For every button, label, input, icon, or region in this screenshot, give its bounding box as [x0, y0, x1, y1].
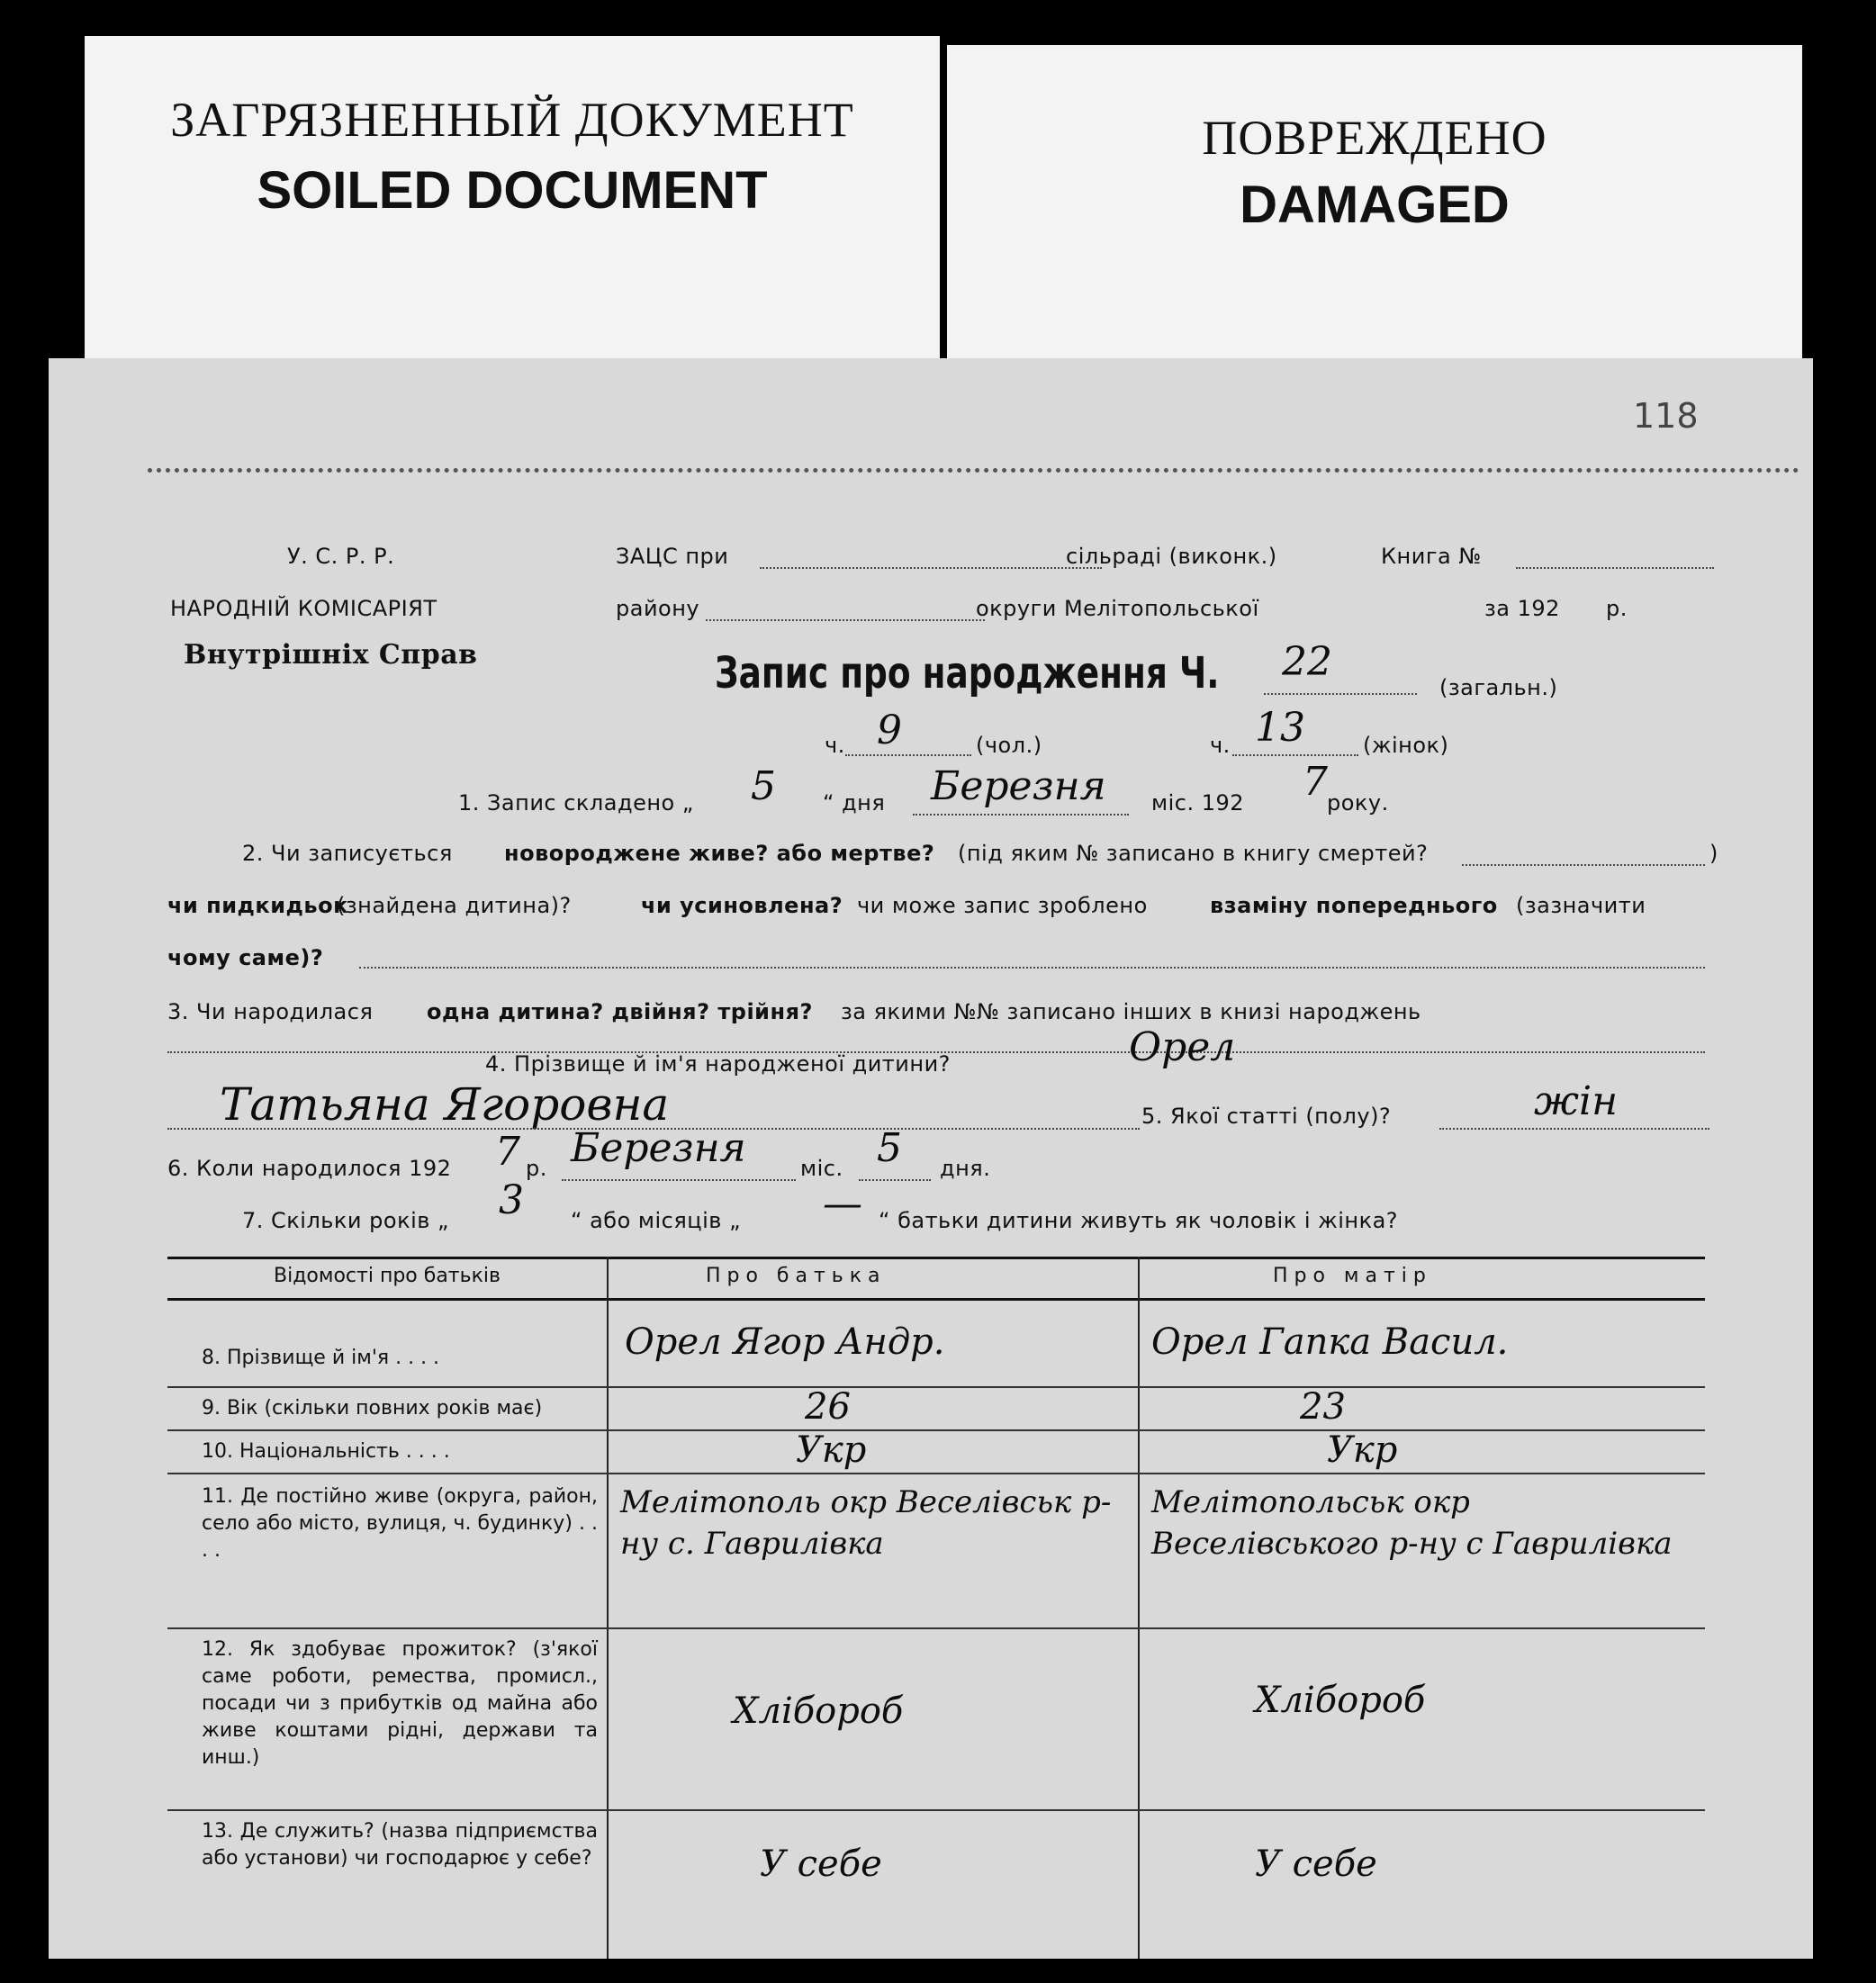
zags-label: ЗАЦС при [616, 544, 729, 569]
female-number-field [1232, 754, 1358, 756]
q7-pre: 7. Скільки років „ [242, 1208, 449, 1233]
row-12-label: 12. Як здобуває прожиток? (з'якої саме роботи, ремества, промисл., посади чи з прибутків од майна або живе коштами рідні, держави та инш.) [202, 1638, 598, 1769]
usrr-heading: У. С. Р. Р. [287, 544, 395, 569]
q6-year-digit: 7 [495, 1129, 520, 1175]
year-suffix: р. [1606, 596, 1628, 621]
general-number: 22 [1282, 639, 1332, 685]
table-col-divider-2 [1138, 1257, 1140, 1959]
q4-name: Татьяна Ягоровна [220, 1078, 670, 1131]
q1-day: 5 [751, 763, 776, 809]
row-8-label: 8. Прізвище й ім'я . . . . [202, 1347, 440, 1369]
q7-mid: “ або місяців „ [571, 1208, 741, 1233]
q5-field [1439, 1128, 1709, 1130]
row-12-father: Хлібороб [733, 1690, 904, 1732]
row-11-label: 11. Де постійно живе (округа, район, село або місто, вулиця, ч. будинку) . . . . [202, 1485, 598, 1562]
male-number-field [845, 754, 971, 756]
soiled-label-en: SOILED DOCUMENT [257, 161, 768, 220]
q5-label: 5. Якої статті (полу)? [1141, 1104, 1392, 1129]
q4-label: 4. Прізвище й ім'я народженої дитини? [485, 1051, 951, 1077]
table-col-divider-1 [607, 1257, 609, 1959]
row-10-father: Укр [796, 1429, 867, 1471]
q2-line2-bold3: взаміну попереднього [1210, 893, 1498, 918]
header-info: Відомості про батьків [274, 1265, 501, 1287]
q3-post: за якими №№ записано інших в книзі народжень [841, 999, 1421, 1024]
female-ch-label: ч. [1210, 733, 1231, 758]
row-divider [167, 1429, 1705, 1431]
zags-field [760, 567, 1102, 569]
male-number: 9 [877, 708, 902, 753]
row-9-mother: 23 [1300, 1386, 1346, 1428]
book-label: Книга № [1381, 544, 1482, 569]
row-13-label: 13. Де служить? (назва підприємства або установи) чи господарює у себе? [202, 1820, 598, 1870]
q2-close-paren: ) [1709, 841, 1718, 866]
internal-affairs-heading: Внутрішніх Справ [184, 639, 478, 671]
book-field [1516, 567, 1714, 569]
row-13-father: У себе [760, 1843, 882, 1885]
district-label: району [616, 596, 700, 621]
q3-bold: одна дитина? двійня? трійня? [427, 999, 813, 1024]
q6-month: Березня [571, 1125, 746, 1171]
q2-line1-pre: 2. Чи записується [242, 841, 453, 866]
archive-number: 118 [1633, 396, 1699, 436]
q7-months: — [823, 1181, 862, 1227]
row-10-label: 10. Національність . . . . [202, 1440, 450, 1463]
perforation-line [148, 468, 1799, 473]
row-9-label: 9. Вік (скільки повних років має) [202, 1397, 543, 1420]
general-label: (загальн.) [1439, 675, 1558, 700]
village-council-label: сільраді (виконк.) [1066, 544, 1277, 569]
q1-month: Березня [931, 763, 1106, 809]
header-mother: П р о м а т і р [1273, 1265, 1426, 1287]
q2-reason-field [359, 967, 1705, 969]
q2-line2-bold2: чи усиновлена? [641, 893, 843, 918]
q2-line2-bold1: чи пидкидьок [167, 893, 348, 918]
row-8-father: Орел Ягор Андр. [625, 1321, 945, 1363]
q6-month-field [562, 1179, 796, 1181]
row-8-mother: Орел Гапка Васил. [1151, 1321, 1509, 1363]
q6-label: 6. Коли народилося 192 [167, 1156, 452, 1181]
damaged-label-ru: ПОВРЕЖДЕНО [1202, 111, 1547, 165]
row-12-mother: Хлібороб [1255, 1680, 1426, 1721]
row-9-father: 26 [805, 1386, 851, 1428]
q7-years: 3 [499, 1177, 524, 1223]
soiled-label-ru: ЗАГРЯЗНЕННЫЙ ДОКУМЕНТ [170, 93, 854, 147]
q1-label: 1. Запис складено „ [458, 790, 694, 816]
q6-dnia: дня. [940, 1156, 991, 1181]
header-father: П р о б а т ь к а [706, 1265, 880, 1287]
birth-record-form [49, 358, 1813, 1959]
general-number-field [1264, 693, 1417, 695]
record-title: Запис про народження Ч. [715, 648, 1220, 699]
q1-roku: року. [1327, 790, 1389, 816]
row-divider [167, 1473, 1705, 1474]
row-13-mother: У себе [1255, 1843, 1377, 1885]
damaged-document-label [947, 45, 1802, 360]
q3-pre: 3. Чи народилася [167, 999, 374, 1024]
q2-line2-mid: (знайдена дитина)? [337, 893, 572, 918]
soiled-document-label [85, 36, 940, 360]
row-10-mother: Укр [1327, 1429, 1398, 1471]
q2-line1-post: (під яким № записано в книгу смертей? [958, 841, 1429, 866]
okrug-label: округи Мелітопольської [976, 596, 1259, 621]
q1-year-digit: 7 [1303, 759, 1328, 805]
q6-r: р. [526, 1156, 547, 1181]
male-label: (чол.) [976, 733, 1042, 758]
district-field [706, 619, 985, 621]
year-prefix: за 192 [1484, 596, 1560, 621]
q7-post: “ батьки дитини живуть як чоловік і жінка? [879, 1208, 1399, 1233]
q6-day-field [859, 1179, 931, 1181]
q2-line3: чому саме)? [167, 945, 324, 970]
row-divider [167, 1386, 1705, 1388]
q2-line2-mid2: чи може запис зроблено [857, 893, 1148, 918]
table-header-rule [167, 1298, 1705, 1301]
female-label: (жінок) [1363, 733, 1449, 758]
damaged-label-en: DAMAGED [1240, 176, 1510, 234]
q1-mis: міс. 192 [1151, 790, 1245, 816]
row-11-father: Мелітополь окр Веселівськ р-ну с. Гаврилівка [620, 1484, 1112, 1562]
q1-dnia: “ дня [823, 790, 886, 816]
q2-line2-post: (зазначити [1516, 893, 1646, 918]
table-top-rule [167, 1257, 1705, 1259]
row-divider [167, 1627, 1705, 1629]
row-11-mother: Мелітопольськ окр Веселівського р-ну с Гаврилівка [1151, 1484, 1673, 1562]
q2-line1-bold: новороджене живе? або мертве? [504, 841, 935, 866]
row-divider [167, 1809, 1705, 1811]
q1-month-field [913, 814, 1129, 816]
commissariat-heading: НАРОДНІЙ КОМІСАРІЯТ [170, 596, 437, 621]
q6-day: 5 [877, 1125, 902, 1171]
female-number: 13 [1255, 705, 1305, 751]
q4-surname: Орел [1129, 1024, 1236, 1070]
q2-death-book-field [1462, 864, 1705, 866]
q6-mis: міс. [800, 1156, 843, 1181]
male-ch-label: ч. [825, 733, 845, 758]
q5-value: жін [1534, 1078, 1619, 1124]
